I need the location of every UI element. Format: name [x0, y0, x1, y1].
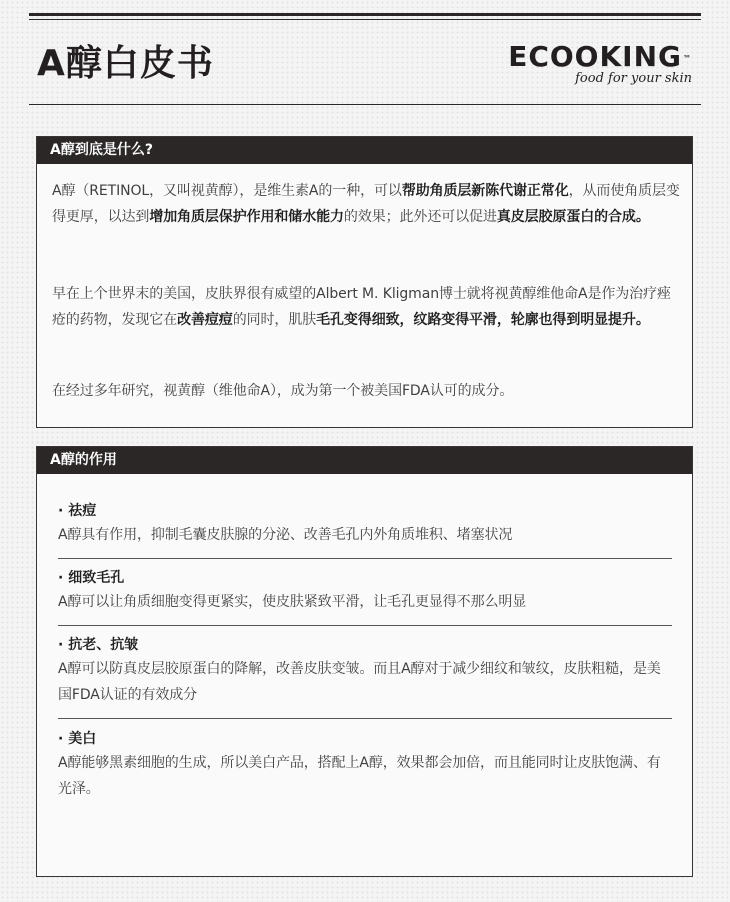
section-heading: A醇的作用 [37, 447, 692, 474]
effect-item-whitening [58, 728, 672, 802]
effect-title: · 美白 [58, 731, 97, 747]
what-is-retinol-section [36, 136, 693, 428]
header-bottom-rule [29, 104, 701, 105]
item-divider [58, 625, 672, 626]
effect-description: A醇能够黑素细胞的生成，所以美白产品，搭配上A醇，效果都会加倍，而且能同时让皮肤饱满、有光泽。 [58, 755, 661, 797]
history-paragraph [52, 281, 682, 333]
body-text: 早在上个世界末的美国，皮肤界很有威望的Albert M. Kligman博士就将视黄醇维他命A是作为治疗痤疮的药物，发现它在 [52, 286, 671, 328]
body-text: A醇（RETINOL，又叫视黄醇），是维生素A的一种，可以 [52, 183, 402, 199]
brand-logo [508, 42, 692, 87]
trademark-symbol: ™ [683, 54, 692, 63]
effect-description: A醇可以防真皮层胶原蛋白的降解，改善皮肤变皱。而且A醇对于减少细纹和皱纹，皮肤粗糙，是美国FDA认证的有效成分 [58, 661, 661, 703]
effect-title: · 祛痘 [58, 503, 97, 519]
effect-title: · 细致毛孔 [58, 570, 125, 586]
highlighted-text: 真皮层胶原蛋白的合成。 [496, 209, 650, 225]
highlighted-text: 增加角质层保护作用和储水能力 [149, 209, 344, 225]
effect-item-pores [58, 567, 672, 615]
highlighted-text: 帮助角质层新陈代谢正常化 [401, 183, 569, 199]
retinol-effects-section [36, 446, 693, 877]
body-text: ，从而使角质层变得更厚，以达到 [52, 183, 680, 225]
header-top-rule [29, 13, 701, 16]
section-heading: A醇到底是什么? [37, 137, 692, 164]
body-text: 在经过多年研究，视黄醇（维他命A），成为第一个被美国FDA认可的成分。 [52, 383, 514, 399]
header-top-thin-rule [29, 19, 701, 20]
effect-description: A醇具有作用，抑制毛囊皮肤腺的分泌、改善毛孔内外角质堆积、堵塞状况 [58, 527, 513, 543]
brand-name: ECOOKING™ [508, 40, 692, 73]
body-text: 的同时，肌肤 [232, 312, 317, 328]
brand-slogan: food for your skin [575, 71, 692, 86]
highlighted-text: 改善痘痘 [177, 312, 233, 328]
body-text: 的效果；此外还可以促进 [343, 209, 497, 225]
fda-paragraph [52, 378, 682, 404]
intro-paragraph [52, 178, 682, 230]
effect-title: · 抗老、抗皱 [58, 637, 139, 653]
item-divider [58, 718, 672, 719]
effect-description: A醇可以让角质细胞变得更紧实，使皮肤紧致平滑，让毛孔更显得不那么明显 [58, 594, 527, 610]
item-divider [58, 558, 672, 559]
effect-item-acne [58, 500, 672, 548]
page-title: A醇白皮书 [37, 43, 214, 84]
highlighted-text: 毛孔变得细致，纹路变得平滑，轮廓也得到明显提升。 [316, 312, 650, 328]
effect-item-anti-aging [58, 634, 672, 708]
